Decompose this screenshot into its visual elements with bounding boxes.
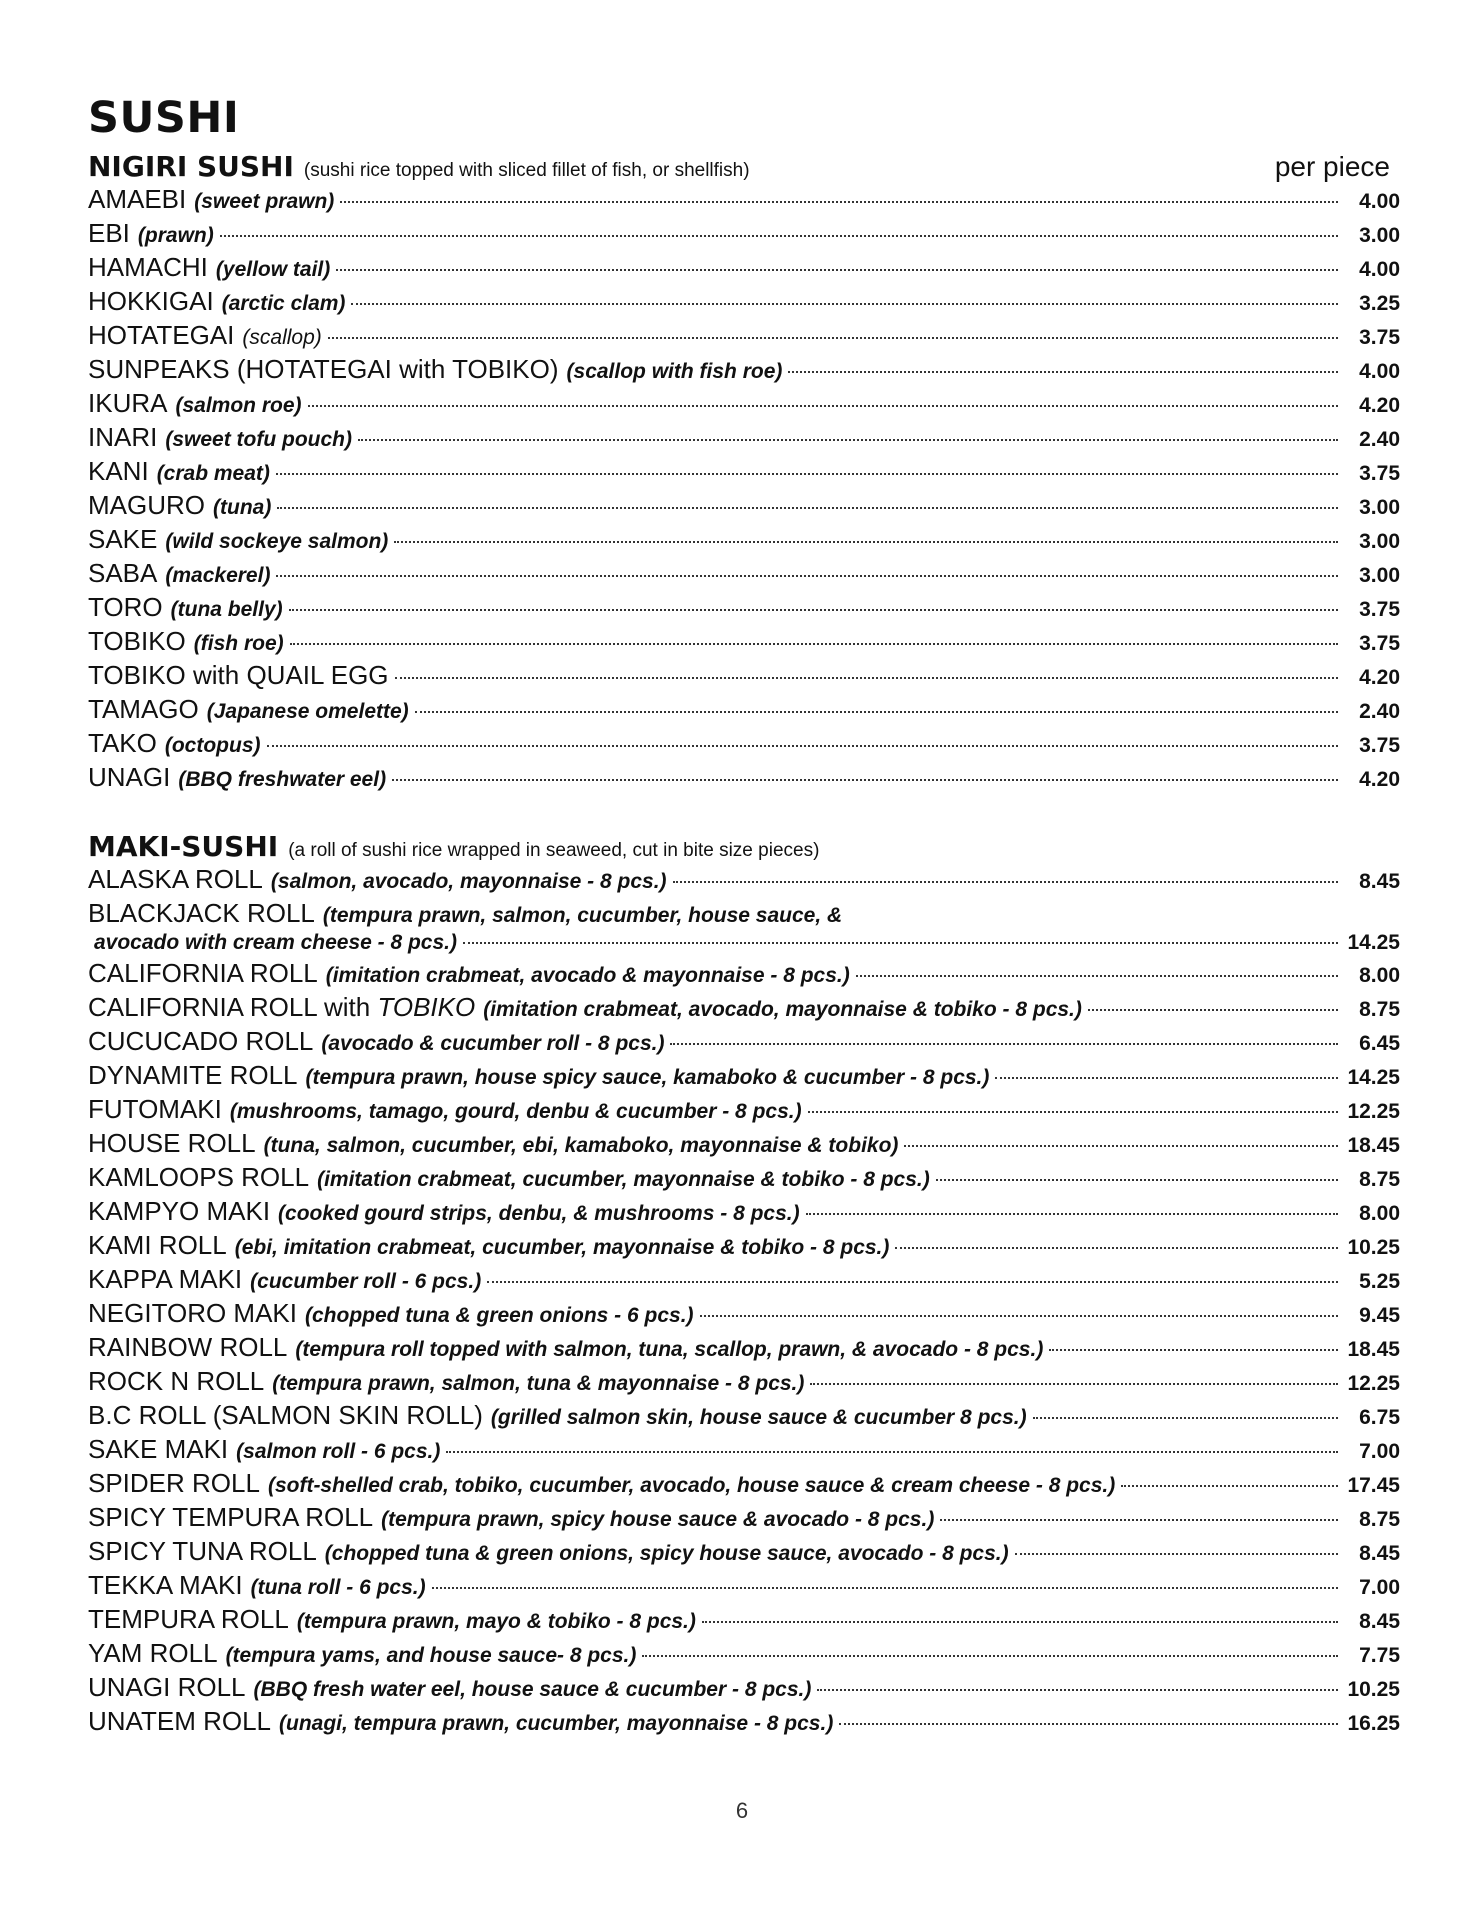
menu-item (88, 694, 1400, 728)
item-name (88, 1706, 271, 1737)
item-description: (imitation crabmeat, cucumber, mayonnaise & tobiko - 8 pcs.) (317, 1168, 930, 1191)
item-name (88, 252, 208, 283)
item-price: 12.25 (1347, 1372, 1400, 1395)
item-name (88, 1094, 222, 1125)
item-description-cont: avocado with cream cheese - 8 pcs.) (94, 931, 457, 954)
item-name-text: SPIDER ROLL (88, 1468, 260, 1498)
dot-leader (702, 1621, 1338, 1623)
dot-leader (308, 405, 1339, 407)
item-price: 2.40 (1359, 700, 1400, 723)
item-description: (tempura prawn, salmon, cucumber, house sauce, & (322, 904, 843, 927)
dot-leader (277, 507, 1338, 509)
item-name-text: KANI (88, 456, 149, 486)
menu-item (88, 1196, 1400, 1230)
item-name (88, 1230, 227, 1261)
item-price: 18.45 (1347, 1338, 1400, 1361)
item-description: (sweet prawn) (194, 190, 335, 213)
item-name-text: CALIFORNIA ROLL with (88, 992, 378, 1022)
item-description: (chopped tuna & green onions, spicy house sauce, avocado - 8 pcs.) (324, 1542, 1009, 1565)
menu-item (88, 218, 1400, 252)
item-description: (sweet tofu pouch) (165, 428, 352, 451)
dot-leader (808, 1111, 1338, 1113)
item-name-text: SAKE (88, 524, 158, 554)
menu-item (88, 252, 1400, 286)
item-description: (tempura prawn, mayo & tobiko - 8 pcs.) (296, 1610, 696, 1633)
item-name-text: SABA (88, 558, 158, 588)
nigiri-section (88, 150, 1400, 796)
item-name-text: B.C ROLL (SALMON SKIN ROLL) (88, 1400, 483, 1430)
item-description: (BBQ freshwater eel) (178, 768, 387, 791)
menu-item (88, 1332, 1400, 1366)
item-line-1 (88, 898, 1400, 928)
item-name-text: KAMLOOPS ROLL (88, 1162, 310, 1192)
item-name-text: EBI (88, 218, 130, 248)
item-description: (tuna) (213, 496, 272, 519)
menu-item (88, 388, 1400, 422)
dot-leader (895, 1247, 1338, 1249)
dot-leader (358, 439, 1338, 441)
dot-leader (432, 1587, 1338, 1589)
item-price: 14.25 (1347, 1066, 1400, 1089)
menu-item (88, 320, 1400, 354)
item-price: 3.75 (1359, 598, 1400, 621)
menu-item (88, 728, 1400, 762)
item-price: 8.00 (1359, 964, 1400, 987)
maki-list (88, 864, 1400, 1740)
item-price: 3.00 (1359, 496, 1400, 519)
dot-leader (1033, 1417, 1338, 1419)
item-description: (imitation crabmeat, avocado & mayonnaise - 8 pcs.) (325, 964, 850, 987)
item-name (88, 992, 475, 1023)
item-name (88, 626, 186, 657)
item-name (88, 728, 157, 759)
dot-leader (1121, 1485, 1338, 1487)
item-price: 4.00 (1359, 258, 1400, 281)
item-name-text: AMAEBI (88, 184, 187, 214)
item-name-text: TORO (88, 592, 163, 622)
item-name-text: RAINBOW ROLL (88, 1332, 288, 1362)
item-name (88, 1366, 264, 1397)
item-name (88, 388, 167, 419)
item-description: (crab meat) (156, 462, 270, 485)
dot-leader (788, 371, 1338, 373)
dot-leader (487, 1281, 1338, 1283)
item-price: 10.25 (1347, 1678, 1400, 1701)
menu-item (88, 1230, 1400, 1264)
item-price: 3.00 (1359, 224, 1400, 247)
item-name (88, 1060, 298, 1091)
dot-leader (642, 1655, 1338, 1657)
menu-item (88, 864, 1400, 898)
dot-leader (446, 1451, 1338, 1453)
item-name (88, 558, 157, 589)
dot-leader (995, 1077, 1338, 1079)
nigiri-header (88, 150, 1400, 184)
dot-leader (289, 609, 1338, 611)
item-description: (prawn) (137, 224, 214, 247)
dot-leader (415, 711, 1338, 713)
item-description: (mackerel) (165, 564, 271, 587)
item-price: 8.75 (1359, 1508, 1400, 1531)
item-price: 7.75 (1359, 1644, 1400, 1667)
item-description: (ebi, imitation crabmeat, cucumber, mayonnaise & tobiko - 8 pcs.) (234, 1236, 890, 1259)
item-price: 17.45 (1347, 1474, 1400, 1497)
item-name-text: KAMPYO MAKI (88, 1196, 271, 1226)
item-description: (cucumber roll - 6 pcs.) (250, 1270, 482, 1293)
item-description: (cooked gourd strips, denbu, & mushrooms - 8 pcs.) (278, 1202, 800, 1225)
item-name (88, 1468, 260, 1499)
item-price: 3.00 (1359, 530, 1400, 553)
nigiri-title: NIGIRI SUSHI (88, 150, 294, 183)
item-name (88, 1400, 483, 1431)
item-name (88, 456, 149, 487)
item-name-text: TAKO (88, 728, 157, 758)
menu-item (88, 558, 1400, 592)
item-description: (mushrooms, tamago, gourd, denbu & cucumber - 8 pcs.) (229, 1100, 802, 1123)
maki-header (88, 830, 1400, 864)
item-name (88, 524, 157, 555)
item-name-text: ALASKA ROLL (88, 864, 263, 894)
item-price: 4.00 (1359, 360, 1400, 383)
dot-leader (336, 269, 1338, 271)
menu-item (88, 184, 1400, 218)
menu-item (88, 1434, 1400, 1468)
item-name (88, 1638, 218, 1669)
item-price: 16.25 (1347, 1712, 1400, 1735)
item-name (88, 1434, 228, 1465)
item-name-text: ROCK N ROLL (88, 1366, 265, 1396)
item-price: 4.20 (1359, 768, 1400, 791)
item-price: 3.25 (1359, 292, 1400, 315)
menu-item (88, 1026, 1400, 1060)
item-description: (arctic clam) (221, 292, 346, 315)
menu-item (88, 1264, 1400, 1298)
maki-description: (a roll of sushi rice wrapped in seaweed, cut in bite size pieces) (288, 840, 820, 861)
item-price: 4.00 (1359, 190, 1400, 213)
item-name-text: IKURA (88, 388, 168, 418)
item-description: (scallop with fish roe) (566, 360, 783, 383)
item-name (88, 1298, 297, 1329)
maki-section (88, 830, 1400, 1740)
item-price: 7.00 (1359, 1440, 1400, 1463)
item-description: (fish roe) (193, 632, 284, 655)
item-name-text: CALIFORNIA ROLL (88, 958, 318, 988)
item-name (88, 1332, 287, 1363)
menu-item (88, 354, 1400, 388)
item-price: 6.45 (1359, 1032, 1400, 1055)
dot-leader (700, 1315, 1338, 1317)
item-name-text: TEMPURA ROLL (88, 1604, 289, 1634)
item-description: (BBQ fresh water eel, house sauce & cucumber - 8 pcs.) (253, 1678, 812, 1701)
dot-leader (856, 975, 1338, 977)
menu-item (88, 1604, 1400, 1638)
item-price: 3.75 (1359, 632, 1400, 655)
item-name-text: YAM ROLL (88, 1638, 218, 1668)
item-description: (unagi, tempura prawn, cucumber, mayonnaise - 8 pcs.) (279, 1712, 834, 1735)
item-description: (grilled salmon skin, house sauce & cucumber 8 pcs.) (490, 1406, 1027, 1429)
item-name (88, 1570, 243, 1601)
item-name-text: UNAGI (88, 762, 171, 792)
item-description: (yellow tail) (215, 258, 331, 281)
item-name-text: SAKE MAKI (88, 1434, 229, 1464)
item-price: 8.75 (1359, 998, 1400, 1021)
menu-item (88, 626, 1400, 660)
item-name-text: KAPPA MAKI (88, 1264, 243, 1294)
item-description: (salmon roll - 6 pcs.) (236, 1440, 441, 1463)
item-description: (tempura prawn, salmon, tuna & mayonnaise - 8 pcs.) (272, 1372, 805, 1395)
item-price: 3.00 (1359, 564, 1400, 587)
menu-item (88, 286, 1400, 320)
item-name (88, 1264, 242, 1295)
nigiri-list (88, 184, 1400, 796)
menu-item (88, 422, 1400, 456)
item-name (88, 1672, 246, 1703)
item-name (88, 422, 157, 453)
item-name-text: SPICY TUNA ROLL (88, 1536, 317, 1566)
item-name-text: TOBIKO (88, 626, 186, 656)
menu-item (88, 1468, 1400, 1502)
item-price: 3.75 (1359, 326, 1400, 349)
item-description: (scallop) (242, 326, 322, 349)
item-price: 10.25 (1347, 1236, 1400, 1259)
item-description: (tempura prawn, house spicy sauce, kamaboko & cucumber - 8 pcs.) (305, 1066, 990, 1089)
item-name (88, 354, 559, 385)
item-description: (tuna roll - 6 pcs.) (250, 1576, 426, 1599)
menu-item (88, 1400, 1400, 1434)
item-name-italic: TOBIKO (377, 992, 476, 1022)
dot-leader (351, 303, 1338, 305)
item-name-text: TOBIKO with QUAIL EGG (88, 660, 389, 690)
item-price: 8.45 (1359, 1542, 1400, 1565)
dot-leader (392, 779, 1338, 781)
menu-item (88, 898, 1400, 958)
dot-leader (463, 942, 1338, 944)
item-name (88, 864, 263, 895)
menu-item (88, 490, 1400, 524)
menu-item (88, 1706, 1400, 1740)
item-description: (imitation crabmeat, avocado, mayonnaise & tobiko - 8 pcs.) (483, 998, 1082, 1021)
menu-item (88, 1366, 1400, 1400)
item-name-text: HOUSE ROLL (88, 1128, 256, 1158)
dot-leader (1049, 1349, 1338, 1351)
menu-item (88, 660, 1400, 694)
dot-leader (328, 337, 1338, 339)
item-description: (salmon roe) (175, 394, 302, 417)
menu-item (88, 1060, 1400, 1094)
item-description: (tempura roll topped with salmon, tuna, scallop, prawn, & avocado - 8 pcs.) (295, 1338, 1044, 1361)
item-name-text: TEKKA MAKI (88, 1570, 243, 1600)
per-piece-label: per piece (1274, 151, 1390, 182)
menu-item (88, 1162, 1400, 1196)
menu-item (88, 1570, 1400, 1604)
item-name-text: UNAGI ROLL (88, 1672, 246, 1702)
item-name-text: NEGITORO MAKI (88, 1298, 297, 1328)
menu-item (88, 524, 1400, 558)
dot-leader (267, 745, 1338, 747)
item-price: 6.75 (1359, 1406, 1400, 1429)
item-description: (tempura yams, and house sauce- 8 pcs.) (225, 1644, 637, 1667)
menu-item (88, 1298, 1400, 1332)
item-price: 9.45 (1359, 1304, 1400, 1327)
menu-item (88, 1536, 1400, 1570)
menu-item (88, 592, 1400, 626)
dot-leader (936, 1179, 1338, 1181)
item-name-text: SPICY TEMPURA ROLL (88, 1502, 374, 1532)
item-price: 4.20 (1359, 666, 1400, 689)
item-price: 18.45 (1347, 1134, 1400, 1157)
item-description: (tempura prawn, spicy house sauce & avocado - 8 pcs.) (381, 1508, 935, 1531)
item-price: 8.75 (1359, 1168, 1400, 1191)
item-name-text: MAGURO (88, 490, 205, 520)
item-name-text: HOKKIGAI (88, 286, 214, 316)
menu-item (88, 992, 1400, 1026)
item-name-text: SUNPEAKS (HOTATEGAI with TOBIKO) (88, 354, 559, 384)
dot-leader (1015, 1553, 1338, 1555)
item-description: (salmon, avocado, mayonnaise - 8 pcs.) (270, 870, 667, 893)
dot-leader (276, 575, 1338, 577)
item-name-text: HOTATEGAI (88, 320, 235, 350)
dot-leader (394, 541, 1338, 543)
item-name-text: FUTOMAKI (88, 1094, 222, 1124)
item-description: (Japanese omelette) (206, 700, 409, 723)
item-name (88, 1128, 256, 1159)
dot-leader (810, 1383, 1338, 1385)
page-title: SUSHI (88, 93, 240, 143)
menu-item (88, 1672, 1400, 1706)
item-description: (tuna, salmon, cucumber, ebi, kamaboko, mayonnaise & tobiko) (263, 1134, 899, 1157)
dot-leader (806, 1213, 1338, 1215)
dot-leader (340, 201, 1338, 203)
dot-leader (220, 235, 1338, 237)
menu-item (88, 456, 1400, 490)
dot-leader (1088, 1009, 1338, 1011)
item-name (88, 1162, 309, 1193)
item-name-text: HAMACHI (88, 252, 208, 282)
item-name (88, 1502, 373, 1533)
item-price: 2.40 (1359, 428, 1400, 451)
item-price: 12.25 (1347, 1100, 1400, 1123)
item-description: (octopus) (164, 734, 261, 757)
item-description: (avocado & cucumber roll - 8 pcs.) (321, 1032, 665, 1055)
item-name (88, 490, 205, 521)
item-description: (chopped tuna & green onions - 6 pcs.) (305, 1304, 694, 1327)
item-description: (soft-shelled crab, tobiko, cucumber, avocado, house sauce & cream cheese - 8 pcs.) (267, 1474, 1116, 1497)
item-name (88, 762, 170, 793)
dot-leader (673, 881, 1338, 883)
item-name (88, 1536, 317, 1567)
dot-leader (276, 473, 1338, 475)
item-name (88, 184, 186, 215)
page-number: 6 (735, 1798, 749, 1823)
nigiri-description: (sushi rice topped with sliced fillet of fish, or shellfish) (303, 160, 750, 181)
item-price: 14.25 (1347, 931, 1400, 954)
item-name-text: KAMI ROLL (88, 1230, 227, 1260)
maki-title: MAKI-SUSHI (88, 830, 279, 863)
item-name (88, 898, 315, 928)
dot-leader (817, 1689, 1338, 1691)
dot-leader (395, 677, 1338, 679)
item-name-text: UNATEM ROLL (88, 1706, 271, 1736)
menu-item (88, 1638, 1400, 1672)
item-name (88, 320, 234, 351)
menu-item (88, 1128, 1400, 1162)
item-name (88, 592, 163, 623)
item-price: 7.00 (1359, 1576, 1400, 1599)
item-name (88, 286, 214, 317)
dot-leader (904, 1145, 1338, 1147)
item-price: 3.75 (1359, 462, 1400, 485)
item-name-text: INARI (88, 422, 158, 452)
menu-item (88, 762, 1400, 796)
item-name (88, 694, 199, 725)
item-description: (tuna belly) (170, 598, 283, 621)
item-name (88, 1026, 313, 1057)
item-name-text: DYNAMITE ROLL (88, 1060, 298, 1090)
item-name (88, 1196, 270, 1227)
item-name (88, 218, 130, 249)
item-price: 8.45 (1359, 1610, 1400, 1633)
menu-item (88, 958, 1400, 992)
item-name-text: CUCUCADO ROLL (88, 1026, 314, 1056)
item-description: (wild sockeye salmon) (165, 530, 389, 553)
item-price: 8.00 (1359, 1202, 1400, 1225)
dot-leader (940, 1519, 1338, 1521)
item-price: 4.20 (1359, 394, 1400, 417)
item-price: 5.25 (1359, 1270, 1400, 1293)
item-price: 3.75 (1359, 734, 1400, 757)
item-name-text: TAMAGO (88, 694, 199, 724)
dot-leader (839, 1723, 1338, 1725)
item-line-2 (88, 928, 1400, 958)
item-name (88, 1604, 289, 1635)
menu-item (88, 1094, 1400, 1128)
item-price: 8.45 (1359, 870, 1400, 893)
item-name (88, 958, 318, 989)
item-name-text: BLACKJACK ROLL (88, 898, 315, 928)
dot-leader (290, 643, 1338, 645)
menu-item (88, 1502, 1400, 1536)
item-name (88, 660, 389, 691)
dot-leader (670, 1043, 1338, 1045)
